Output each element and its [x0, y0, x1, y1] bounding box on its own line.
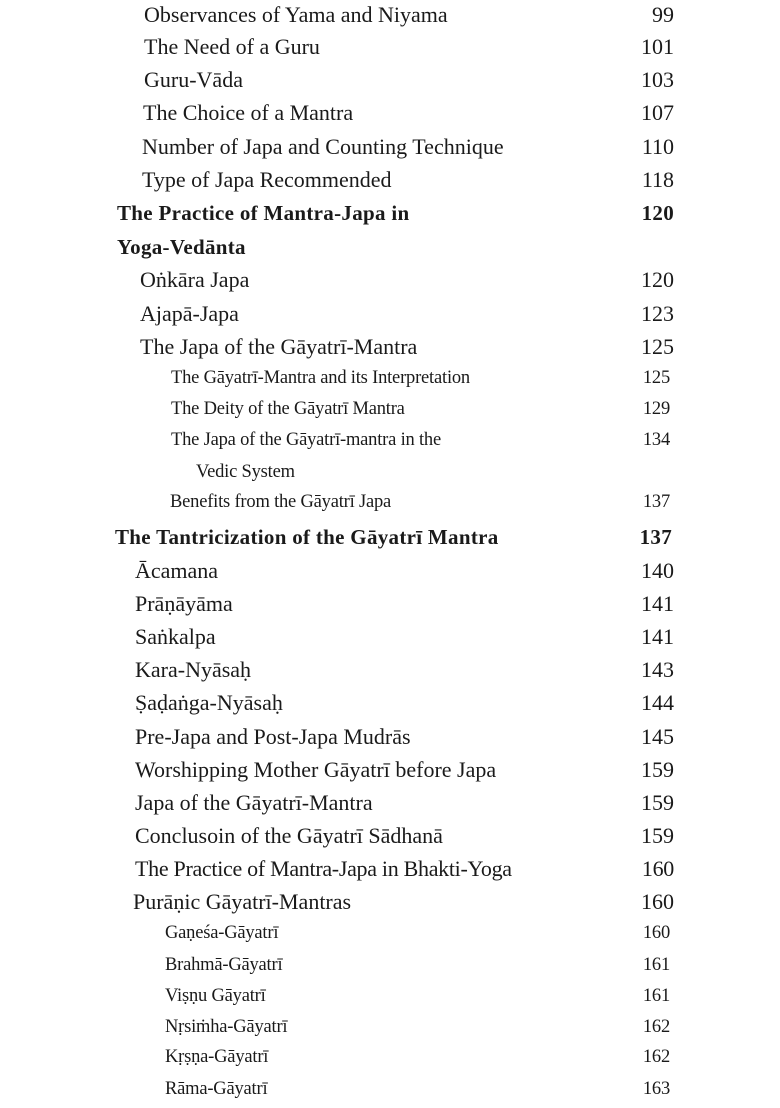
- toc-entry-page: 99: [652, 2, 674, 27]
- toc-entry-title: Pre-Japa and Post-Japa Mudrās: [135, 724, 411, 749]
- toc-entry-page: 161: [642, 955, 670, 975]
- toc-subentry[interactable]: [171, 425, 670, 455]
- toc-entry-title: Ācamana: [135, 558, 219, 583]
- toc-entry-page: 141: [641, 624, 674, 649]
- toc-entry-title: The Deity of the Gāyatrī Mantra: [171, 399, 405, 419]
- toc-subentry[interactable]: [165, 918, 670, 948]
- toc-section-heading-continued: [117, 232, 674, 262]
- toc-subentry[interactable]: [165, 1012, 670, 1042]
- toc-entry-page: 163: [642, 1079, 670, 1099]
- toc-entry-page: 140: [641, 558, 674, 583]
- toc-entry[interactable]: [133, 887, 674, 917]
- toc-entry-title: The Need of a Guru: [144, 34, 320, 59]
- toc-entry-page: 160: [641, 889, 674, 914]
- toc-entry-page: 107: [641, 100, 674, 125]
- toc-entry-title: Nṛsiṁha-Gāyatrī: [165, 1017, 288, 1037]
- toc-entry[interactable]: [144, 32, 674, 62]
- toc-entry[interactable]: [135, 589, 674, 619]
- toc-entry-title: The Practice of Mantra-Japa in: [117, 201, 410, 225]
- toc-entry-title: The Tantricization of the Gāyatrī Mantra: [115, 525, 499, 549]
- toc-entry-page: 160: [641, 856, 674, 881]
- toc-entry[interactable]: [135, 821, 674, 851]
- toc-entry-page: 160: [642, 923, 670, 943]
- toc-subentry[interactable]: [171, 363, 670, 393]
- toc-entry-title: The Practice of Mantra-Japa in Bhakti-Yoga: [135, 856, 512, 881]
- toc-entry-page: 144: [641, 690, 674, 715]
- toc-entry-title: Benefits from the Gāyatrī Japa: [170, 492, 392, 512]
- toc-subentry-continued: [196, 457, 670, 487]
- toc-entry[interactable]: [140, 265, 674, 295]
- toc-subentry[interactable]: [171, 394, 670, 424]
- toc-entry-title: Number of Japa and Counting Technique: [142, 134, 504, 159]
- toc-entry[interactable]: [142, 165, 674, 195]
- toc-entry-title: The Gāyatrī-Mantra and its Interpretation: [171, 368, 470, 388]
- toc-entry-title: Prāṇāyāma: [135, 591, 233, 616]
- toc-entry[interactable]: [135, 556, 674, 586]
- toc-section-heading[interactable]: [117, 198, 674, 228]
- toc-entry[interactable]: [140, 299, 674, 329]
- toc-entry-page: 101: [641, 34, 674, 59]
- toc-entry-title: Rāma-Gāyatrī: [165, 1079, 268, 1099]
- toc-entry[interactable]: [135, 854, 674, 884]
- toc-entry-title: The Japa of the Gāyatrī-mantra in the: [171, 430, 441, 450]
- toc-entry[interactable]: [135, 755, 674, 785]
- toc-entry[interactable]: [135, 788, 674, 818]
- toc-entry[interactable]: [142, 132, 674, 162]
- toc-entry[interactable]: [144, 0, 674, 30]
- toc-entry-title: Worshipping Mother Gāyatrī before Japa: [135, 757, 497, 782]
- toc-entry-title: Ṣaḍaṅga-Nyāsaḥ: [135, 690, 283, 715]
- toc-entry-page: 103: [641, 67, 674, 92]
- toc-entry[interactable]: [135, 655, 674, 685]
- toc-subentry[interactable]: [165, 981, 670, 1011]
- toc-entry-title: Guru-Vāda: [144, 67, 243, 92]
- toc-entry[interactable]: [135, 722, 674, 752]
- toc-entry-title-continued: Yoga-Vedānta: [117, 235, 246, 259]
- toc-subentry[interactable]: [165, 1042, 670, 1072]
- toc-entry[interactable]: [143, 98, 674, 128]
- toc-entry-page: 120: [641, 267, 674, 292]
- toc-entry[interactable]: [140, 332, 674, 362]
- toc-entry-page: 125: [642, 368, 670, 388]
- toc-entry-page: 159: [641, 757, 674, 782]
- toc-entry-title: Type of Japa Recommended: [142, 167, 392, 192]
- toc-entry[interactable]: [135, 688, 674, 718]
- toc-entry-page: 125: [641, 334, 674, 359]
- toc-entry-page: 120: [641, 201, 674, 225]
- toc-entry-page: 159: [641, 823, 674, 848]
- toc-entry[interactable]: [135, 622, 674, 652]
- toc-entry-page: 161: [642, 986, 670, 1006]
- toc-entry-title: Kara-Nyāsaḥ: [135, 657, 252, 682]
- toc-subentry[interactable]: [170, 487, 670, 517]
- toc-entry-title: Purāṇic Gāyatrī-Mantras: [133, 889, 352, 914]
- toc-entry-title: Viṣṇu Gāyatrī: [165, 986, 266, 1006]
- toc-entry-page: 162: [642, 1017, 670, 1037]
- toc-entry-page: 110: [641, 134, 674, 159]
- toc-entry-title: Japa of the Gāyatrī-Mantra: [135, 790, 373, 815]
- toc-entry-page: 162: [642, 1047, 670, 1067]
- toc-entry-page: 137: [642, 492, 670, 512]
- toc-entry-page: 143: [641, 657, 674, 682]
- toc-entry-title: Saṅkalpa: [135, 624, 216, 649]
- toc-section-heading[interactable]: [115, 522, 672, 552]
- toc-entry-page: 145: [641, 724, 674, 749]
- toc-entry-title-continued: Vedic System: [196, 462, 295, 482]
- toc-entry-page: 118: [641, 167, 674, 192]
- toc-entry-page: 159: [641, 790, 674, 815]
- toc-entry-page: 129: [642, 399, 670, 419]
- toc-entry-page: 134: [642, 430, 670, 450]
- toc-entry-page: 141: [641, 591, 674, 616]
- toc-entry-title: Ajapā-Japa: [140, 301, 239, 326]
- toc-subentry[interactable]: [165, 950, 670, 980]
- toc-entry-title: The Choice of a Mantra: [143, 100, 354, 125]
- toc-entry-title: Oṅkāra Japa: [140, 267, 250, 292]
- toc-entry-title: Kṛṣṇa-Gāyatrī: [165, 1047, 269, 1067]
- toc-entry-title: Gaṇeśa-Gāyatrī: [165, 923, 279, 943]
- toc-entry-title: The Japa of the Gāyatrī-Mantra: [140, 334, 418, 359]
- toc-entry[interactable]: [144, 65, 674, 95]
- toc-entry-page: 123: [641, 301, 674, 326]
- toc-entry-title: Conclusoin of the Gāyatrī Sādhanā: [135, 823, 443, 848]
- toc-entry-title: Observances of Yama and Niyama: [144, 2, 448, 27]
- toc-subentry[interactable]: [165, 1074, 670, 1104]
- toc-entry-title: Brahmā-Gāyatrī: [165, 955, 283, 975]
- toc-entry-page: 137: [639, 525, 672, 549]
